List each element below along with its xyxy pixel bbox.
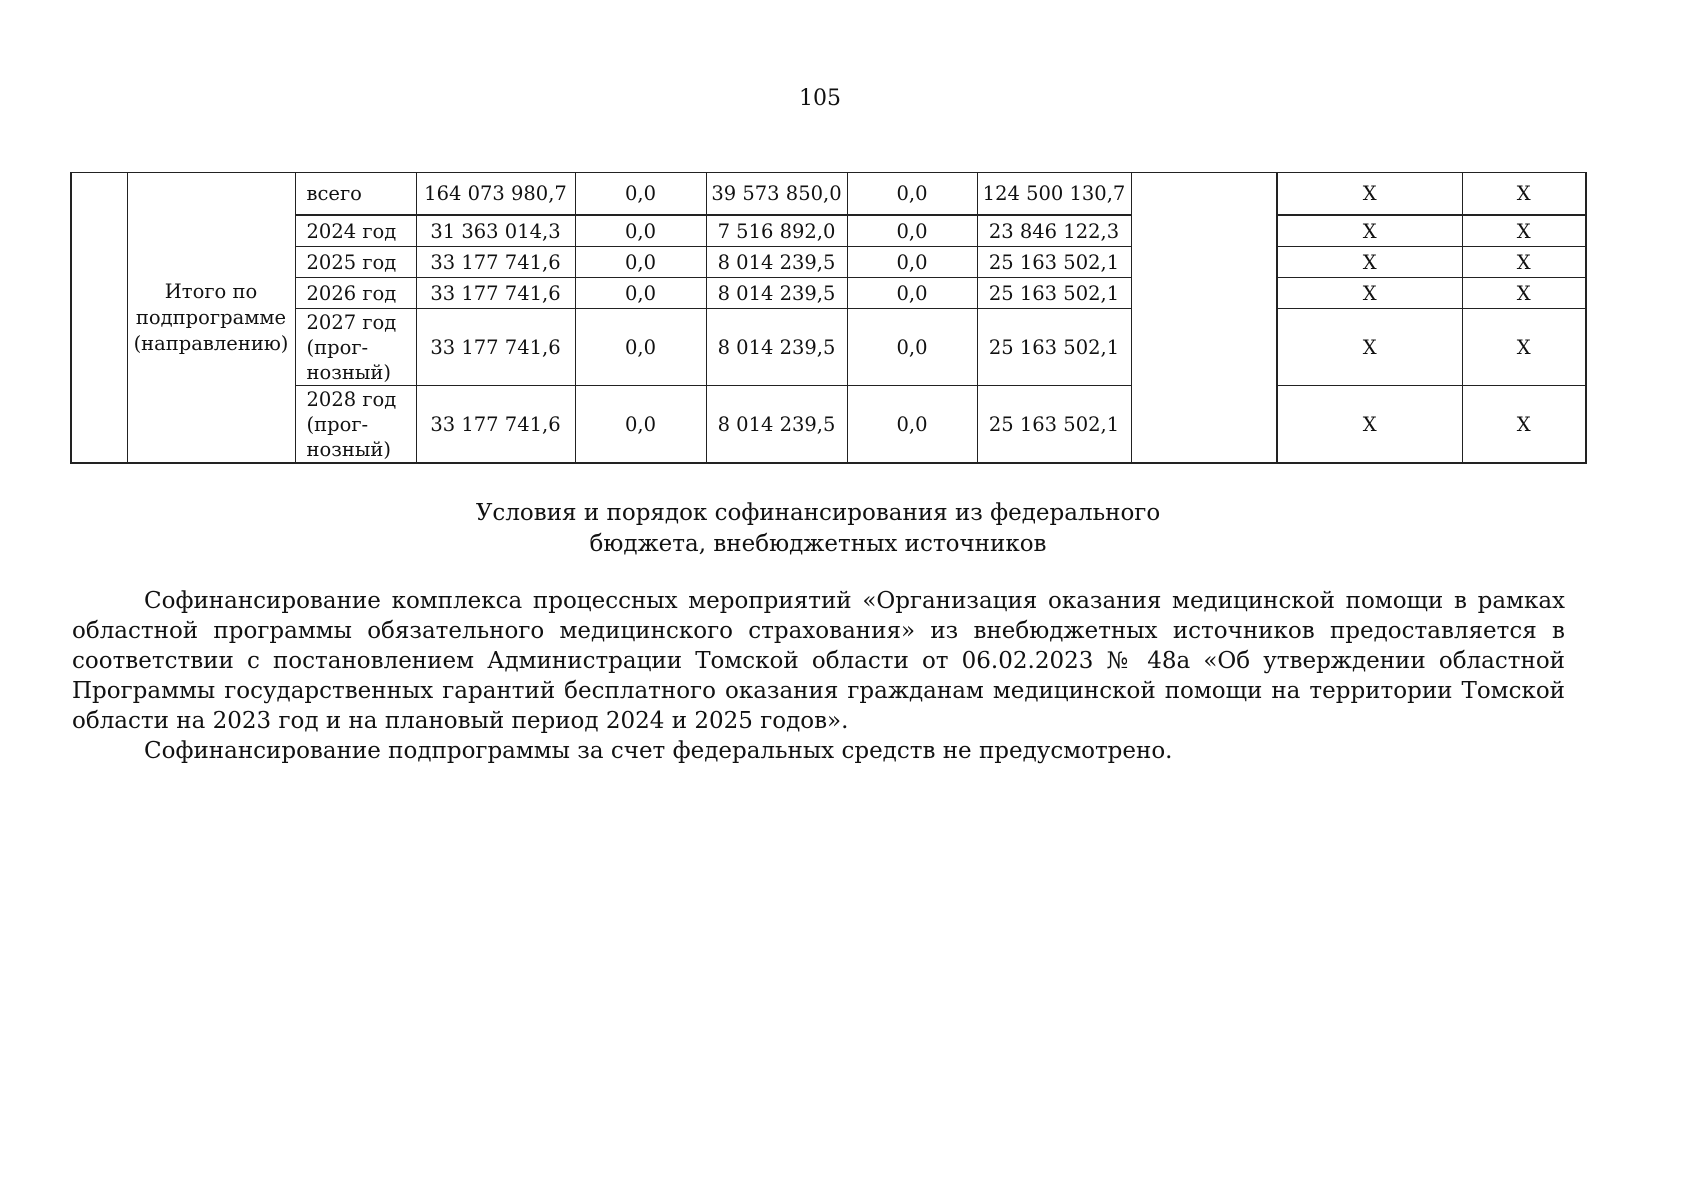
- budget-table: [70, 172, 1587, 464]
- table-row: [71, 309, 1586, 386]
- value-cell: 25 163 502,1: [977, 309, 1131, 386]
- value-cell: 39 573 850,0: [706, 173, 847, 216]
- section-title: [0, 498, 1636, 560]
- x-cell: Х: [1462, 173, 1586, 216]
- x-cell: Х: [1277, 309, 1462, 386]
- value-cell: 25 163 502,1: [977, 247, 1131, 278]
- value-cell: 0,0: [847, 386, 977, 464]
- value-cell: 25 163 502,1: [977, 278, 1131, 309]
- value-cell: 0,0: [847, 278, 977, 309]
- value-cell: 0,0: [847, 215, 977, 247]
- x-cell: Х: [1462, 215, 1586, 247]
- value-cell: 33 177 741,6: [416, 278, 575, 309]
- page-number: 105: [799, 86, 841, 111]
- table-row: [71, 173, 1586, 216]
- section-label-cell: Итого по подпрограмме (направлению): [127, 173, 295, 464]
- value-cell: 33 177 741,6: [416, 247, 575, 278]
- value-cell: 164 073 980,7: [416, 173, 575, 216]
- section-title-line: бюджета, внебюджетных источников: [589, 531, 1047, 557]
- x-cell: Х: [1277, 215, 1462, 247]
- empty-cell: [1131, 173, 1277, 464]
- table-row: [71, 215, 1586, 247]
- value-cell: 33 177 741,6: [416, 309, 575, 386]
- value-cell: 33 177 741,6: [416, 386, 575, 464]
- value-cell: 8 014 239,5: [706, 247, 847, 278]
- value-cell: 0,0: [575, 309, 706, 386]
- value-cell: 0,0: [575, 247, 706, 278]
- value-cell: 8 014 239,5: [706, 386, 847, 464]
- value-cell: 7 516 892,0: [706, 215, 847, 247]
- x-cell: Х: [1277, 386, 1462, 464]
- value-cell: 8 014 239,5: [706, 278, 847, 309]
- value-cell: 25 163 502,1: [977, 386, 1131, 464]
- value-cell: 124 500 130,7: [977, 173, 1131, 216]
- x-cell: Х: [1462, 309, 1586, 386]
- body-text: [72, 586, 1565, 766]
- x-cell: Х: [1462, 386, 1586, 464]
- section-title-line: Условия и порядок софинансирования из федерального: [475, 500, 1161, 526]
- period-cell: 2026 год: [295, 278, 416, 309]
- period-cell: 2027 год (прог-нозный): [295, 309, 416, 386]
- value-cell: 31 363 014,3: [416, 215, 575, 247]
- value-cell: 0,0: [575, 386, 706, 464]
- period-cell: 2024 год: [295, 215, 416, 247]
- x-cell: Х: [1462, 247, 1586, 278]
- value-cell: 0,0: [847, 309, 977, 386]
- value-cell: 0,0: [847, 173, 977, 216]
- empty-index-cell: [71, 173, 127, 464]
- value-cell: 0,0: [575, 215, 706, 247]
- value-cell: 8 014 239,5: [706, 309, 847, 386]
- x-cell: Х: [1462, 278, 1586, 309]
- paragraph: Софинансирование комплекса процессных мероприятий «Организация оказания медицинской помощи в рамках областной программы обязательного медицинского страхования» из внебюджетных источников предоставляется в соответствии с постановлением Администрации Томской области от 06.02.2023 № 48а «Об утверждении областной Программы государственных гарантий бесплатного оказания гражданам медицинской помощи на территории Томской области на 2023 год и на плановый период 2024 и 2025 годов».: [72, 588, 1565, 734]
- value-cell: 0,0: [575, 173, 706, 216]
- table-row: [71, 386, 1586, 464]
- period-cell: 2028 год (прог-нозный): [295, 386, 416, 464]
- table-row: [71, 247, 1586, 278]
- x-cell: Х: [1277, 173, 1462, 216]
- value-cell: 23 846 122,3: [977, 215, 1131, 247]
- period-cell: всего: [295, 173, 416, 216]
- value-cell: 0,0: [847, 247, 977, 278]
- period-cell: 2025 год: [295, 247, 416, 278]
- x-cell: Х: [1277, 278, 1462, 309]
- paragraph: Софинансирование подпрограммы за счет федеральных средств не предусмотрено.: [144, 738, 1173, 764]
- x-cell: Х: [1277, 247, 1462, 278]
- value-cell: 0,0: [575, 278, 706, 309]
- table-row: [71, 278, 1586, 309]
